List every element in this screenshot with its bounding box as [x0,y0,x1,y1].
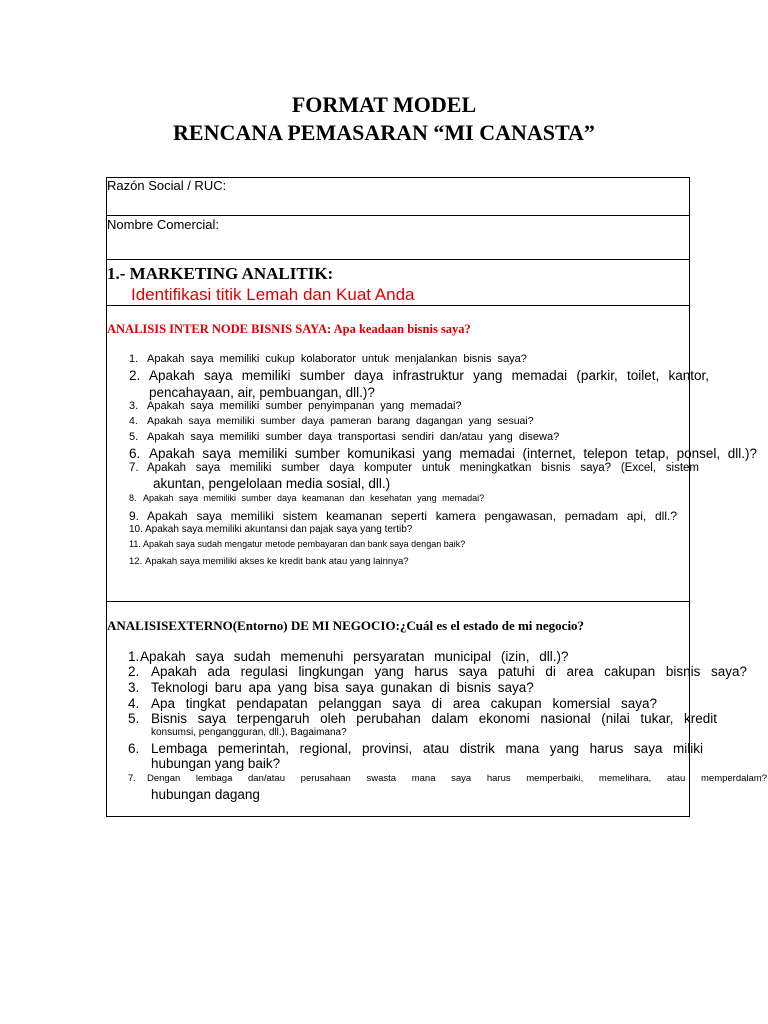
page-title-line1: FORMAT MODEL [291,92,477,117]
external-question-6: Lembaga pemerintah, regional, provinsi, atau distrik mana yang harus saya miliki [151,741,703,756]
question-number: 3. [128,680,140,695]
external-analysis-section [106,601,767,817]
internal-question-5: Apakah saya memiliki sumber daya transportasi sendiri dan/atau yang disewa? [147,431,560,443]
question-number: 4. [128,696,140,711]
external-question-5-cont: konsumsi, pengangguran, dll.), Bagaimana? [151,727,347,738]
question-number: 12. [129,556,143,567]
question-number: 1. [128,649,140,664]
section-subheading: Identifikasi titik Lemah dan Kuat Anda [131,285,415,304]
razon-social-label: Razón Social / RUC: [107,178,227,193]
external-analysis-heading: ANALISISEXTERNO(Entorno) DE MI NEGOCIO:¿Cuál es el estado de mi negocio? [107,618,585,633]
external-question-3: Teknologi baru apa yang bisa saya gunakan di bisnis saya? [151,680,534,695]
question-number: 4. [129,415,138,427]
section-heading: 1.- MARKETING ANALITIK: [107,264,334,283]
question-number: 3. [129,400,139,412]
internal-question-8: Apakah saya memiliki sumber daya keamanan dan kesehatan yang memadai? [143,493,485,503]
question-number: 5. [129,431,139,443]
section-marketing-analitik [106,259,690,306]
question-number: 11. [129,539,141,549]
external-question-2: Apakah ada regulasi lingkungan yang harus saya patuhi di area cakupan bisnis saya? [151,664,747,679]
internal-question-2: Apakah saya memiliki sumber daya infrastruktur yang memadai (parkir, toilet, kantor, [149,368,709,383]
question-number: 5. [128,711,140,726]
internal-question-7-cont: akuntan, pengelolaan media sosial, dll.) [153,476,391,491]
page-title-line2: RENCANA PEMASARAN “MI CANASTA” [173,120,595,145]
question-number: 7. [129,462,139,474]
internal-question-9: Apakah saya memiliki sistem keamanan seperti kamera pengawasan, pemadam api, dll.? [147,509,677,523]
question-number: 6. [129,446,141,461]
question-number: 2. [129,368,141,383]
question-number: 7. [128,773,136,784]
internal-question-1: Apakah saya memiliki cukup kolaborator untuk menjalankan bisnis saya? [147,353,527,365]
internal-question-10: Apakah saya memiliki akuntansi dan pajak saya yang tertib? [145,524,413,535]
internal-analysis-heading: ANALISIS INTER NODE BISNIS SAYA: Apa keadaan bisnis saya? [107,322,471,336]
question-number: 1. [129,353,139,365]
external-question-4: Apa tingkat pendapatan pelanggan saya di area cakupan komersial saya? [151,696,657,711]
internal-question-11: Apakah saya sudah mengatur metode pembayaran dan bank saya dengan baik? [143,539,466,549]
external-question-5: Bisnis saya terpengaruh oleh perubahan dalam ekonomi nasional (nilai tukar, kredit [151,711,717,726]
question-number: 6. [128,741,140,756]
nombre-comercial-field[interactable] [106,215,690,260]
external-question-1: Apakah saya sudah memenuhi persyaratan municipal (izin, dll.)? [140,649,569,664]
razon-social-field[interactable] [106,177,690,216]
internal-question-3: Apakah saya memiliki sumber penyimpanan yang memadai? [147,400,462,412]
external-question-7-cont: hubungan dagang [151,787,260,802]
internal-question-4: Apakah saya memiliki sumber daya pameran barang dagangan yang sesuai? [147,415,534,427]
internal-question-7: Apakah saya memiliki sumber daya komputer untuk meningkatkan bisnis saya? (Excel, sistem [147,462,699,474]
internal-analysis-section [106,305,757,602]
internal-question-12: Apakah saya memiliki akses ke kredit bank atau yang lainnya? [145,556,409,567]
question-number: 10. [129,524,143,535]
external-question-7: Dengan lembaga dan/atau perusahaan swasta mana saya harus memperbaiki, memelihara, atau memperdalam? [147,773,767,784]
nombre-comercial-label: Nombre Comercial: [107,217,219,232]
question-number: 2. [128,664,140,679]
question-number: 9. [129,509,140,523]
question-number: 8. [129,493,137,503]
internal-question-6: Apakah saya memiliki sumber komunikasi yang memadai (internet, telepon tetap, ponsel, dll.)? [149,446,757,461]
external-question-6-cont: hubungan yang baik? [151,756,281,771]
internal-question-2-cont: pencahayaan, air, pembuangan, dll.)? [149,385,375,400]
